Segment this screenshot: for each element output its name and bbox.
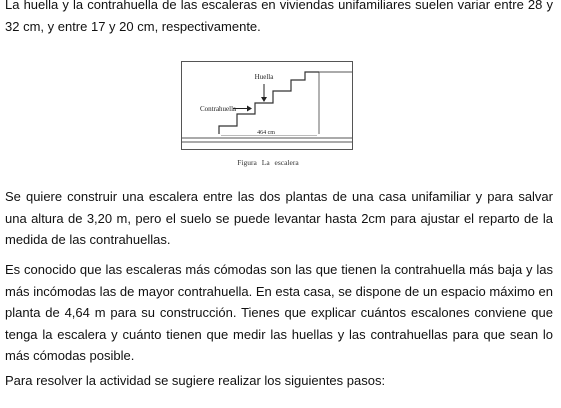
staircase-profile [219, 72, 319, 134]
paragraph-problem-statement: Se quiere construir una escalera entre las dos plantas de una casa unifamiliar y para salvar una altura de 3,20 m, pero el suelo se puede levantar hasta 2cm para ajustar el reparto de la medida de las contrahuellas. [5, 189, 553, 247]
paragraph-steps-intro: Para resolver la actividad se sugiere realizar los siguientes pasos: [5, 373, 386, 388]
intro-paragraph: La huella y la contrahuella de las escaleras en viviendas unifamiliares suelen variar entre 28 y 32 cm, y entre 17 y 20 cm, respectivamente. [5, 0, 553, 34]
contrahuella-label: Contrahuella [200, 105, 237, 113]
paragraph-conditions: Es conocido que las escaleras más cómodas son las que tienen la contrahuella más baja y las más incómodas las de mayor contrahuella. En esta casa, se dispone de un espacio máximo en planta de 4,64 m para su construcción. Tienes que explicar cuántos escalones conviene que tenga la escalera y cuánto tienen que medir las huellas y las contrahuellas para que sean lo más cómodas posible. [5, 262, 553, 363]
huella-label: Huella [254, 73, 274, 81]
staircase-diagram [181, 58, 355, 158]
figure-caption: Figura La escalera [237, 158, 299, 167]
contrahuella-arrow-head [247, 106, 252, 112]
huella-arrow-head [261, 97, 267, 102]
staircase-figure [181, 58, 355, 158]
width-label: 464 cm [257, 130, 275, 136]
